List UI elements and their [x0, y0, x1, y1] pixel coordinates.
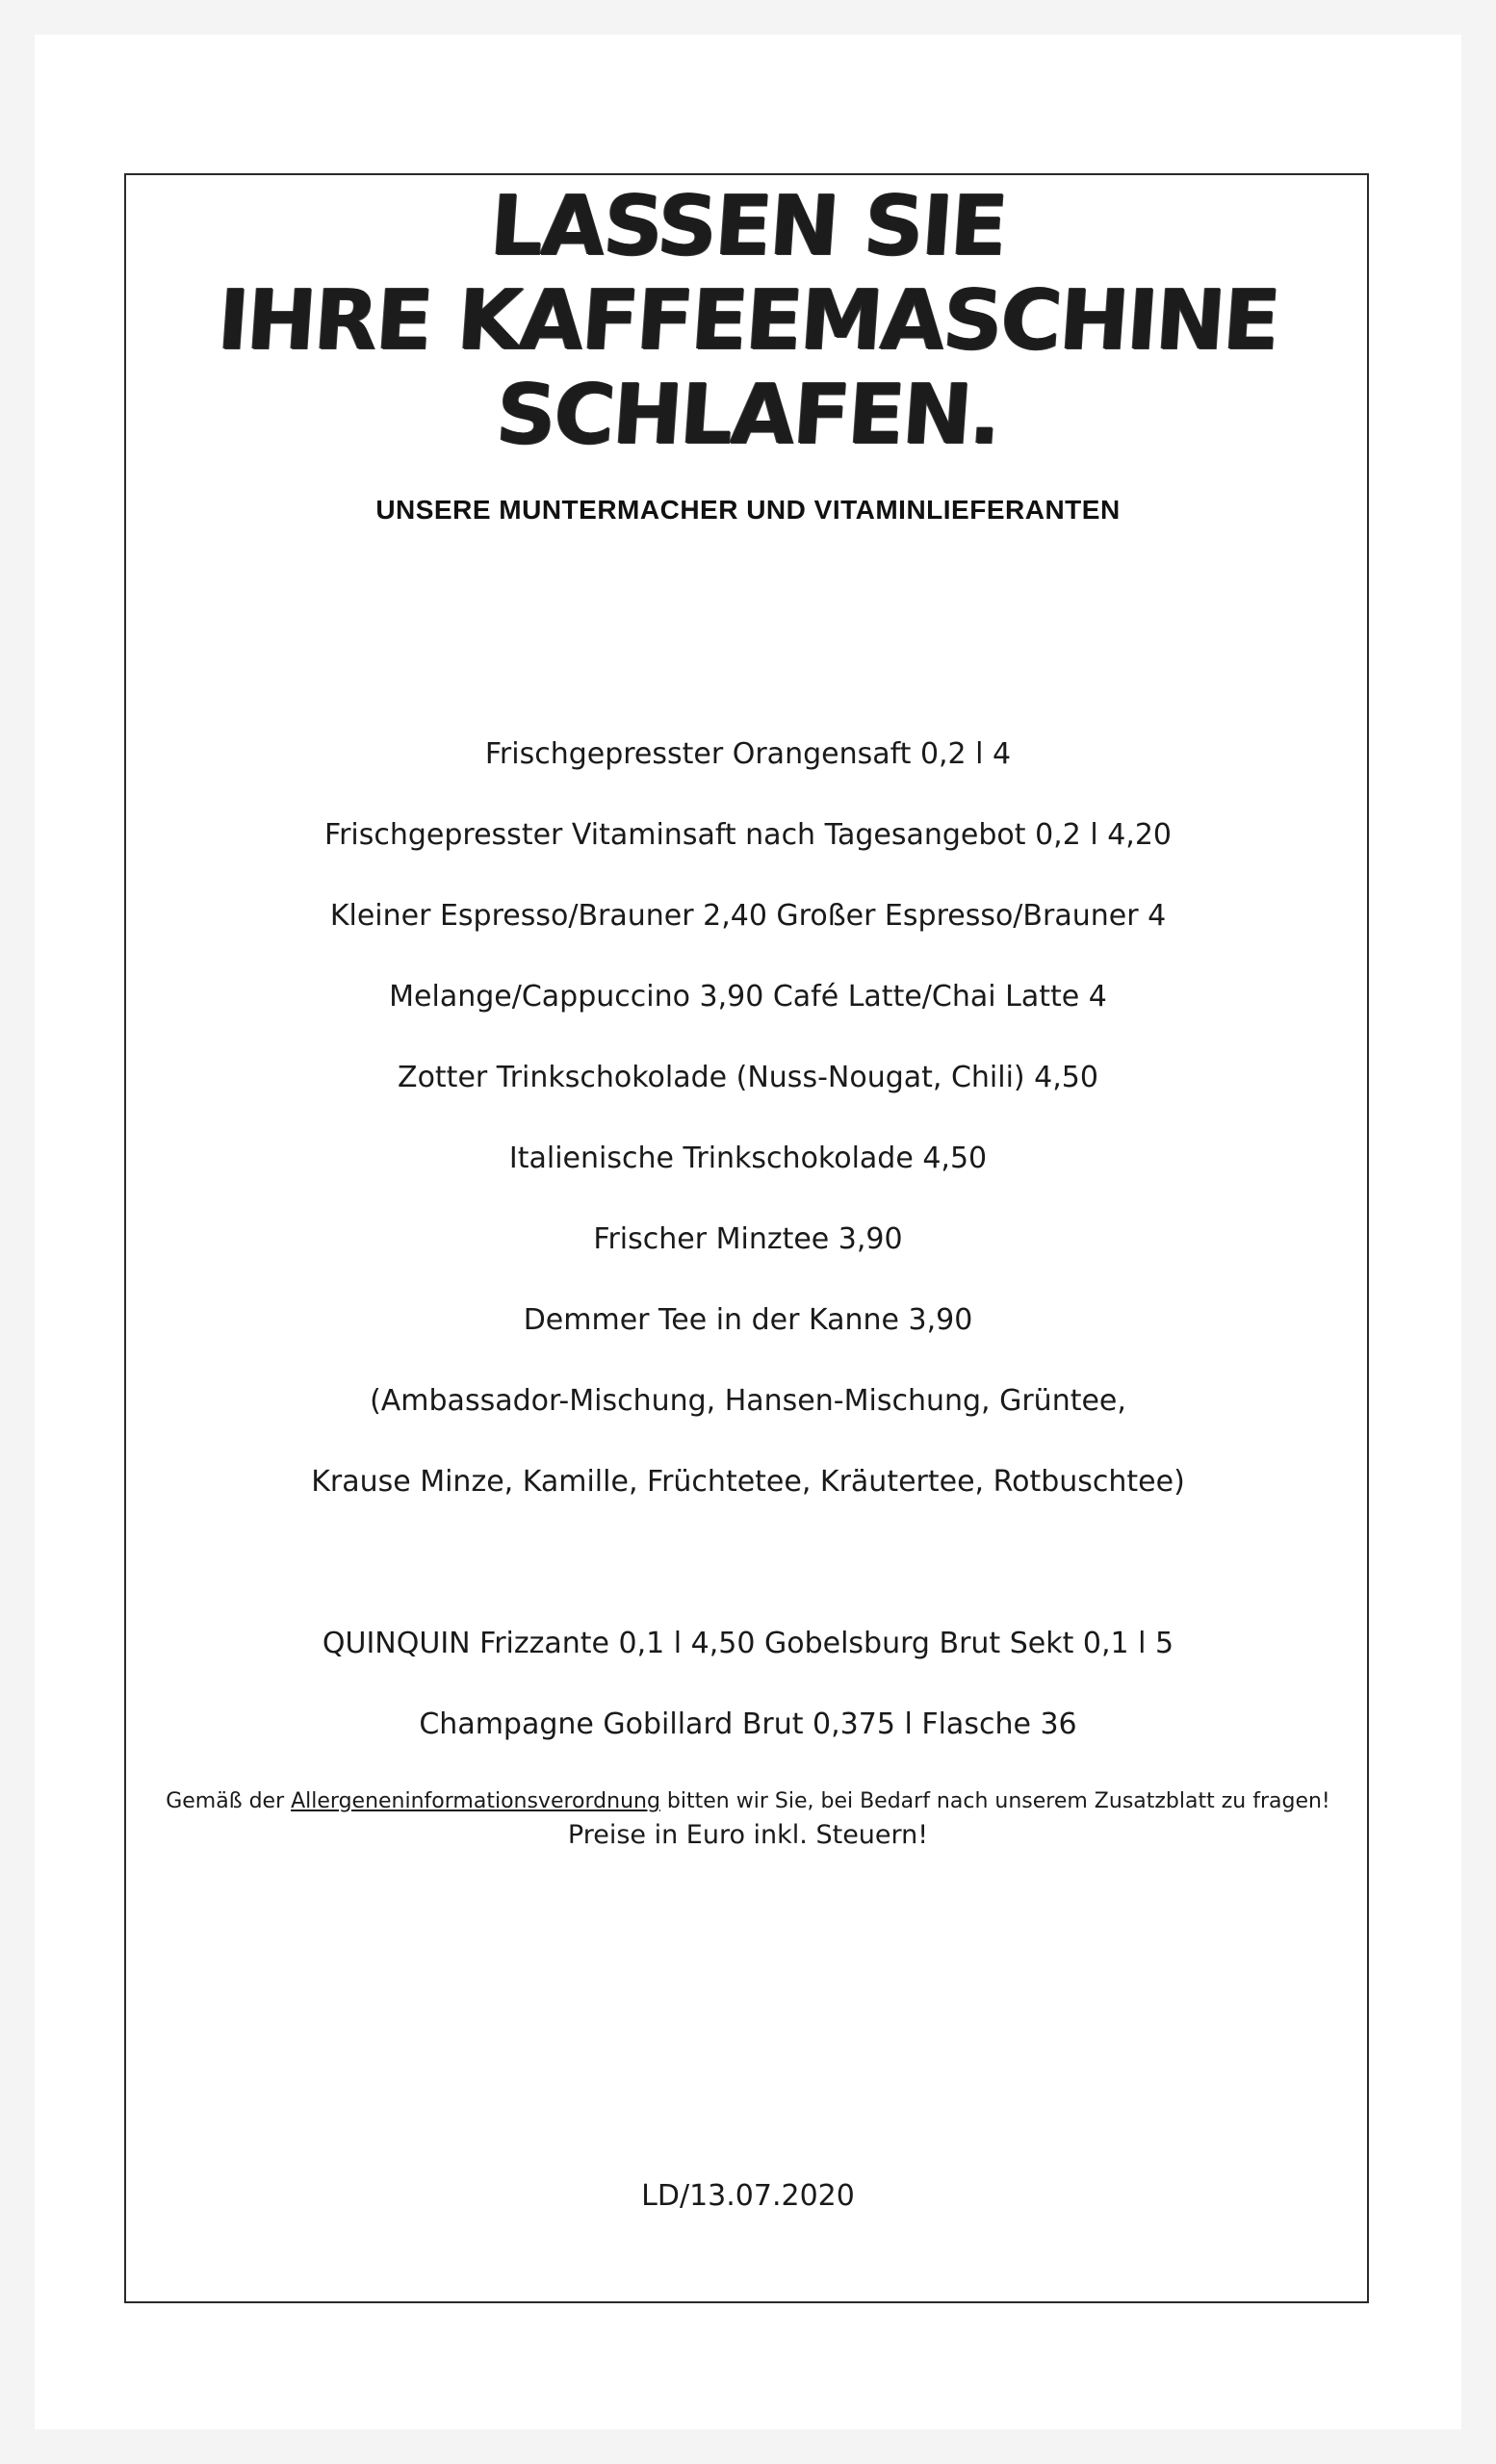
headline-line-1: LASSEN SIE [487, 178, 1009, 274]
tea-varieties-line-2: Krause Minze, Kamille, Früchtetee, Kräutertee, Rotbuschtee) [311, 1465, 1185, 1499]
menu-item: Frischgepresster Vitaminsaft nach Tagesangebot 0,2 l 4,20 [324, 818, 1172, 852]
date-code: LD/13.07.2020 [641, 2179, 855, 2213]
allergen-notice-after: bitten wir Sie, bei Bedarf nach unserem Zusatzblatt zu fragen! [659, 1789, 1330, 1813]
menu-item: Champagne Gobillard Brut 0,375 l Flasche 36 [419, 1707, 1077, 1741]
allergen-regulation-link[interactable]: Allergeneninformationsverordnung [291, 1789, 660, 1813]
prices-note: Preise in Euro inkl. Steuern! [567, 1820, 929, 1850]
headline-line-3: SCHLAFEN. [493, 367, 1003, 463]
menu-item: Frischgepresster Orangensaft 0,2 l 4 [484, 737, 1012, 771]
allergen-notice [0, 1789, 1496, 1813]
menu-item: Zotter Trinkschokolade (Nuss-Nougat, Chili) 4,50 [398, 1061, 1098, 1094]
allergen-notice-before: Gemäß der [166, 1789, 292, 1813]
menu-item: Kleiner Espresso/Brauner 2,40 Großer Espresso/Brauner 4 [329, 899, 1167, 933]
tea-varieties-line-1: (Ambassador-Mischung, Hansen-Mischung, Grüntee, [370, 1384, 1126, 1418]
menu-item: Melange/Cappuccino 3,90 Café Latte/Chai Latte 4 [389, 980, 1107, 1014]
headline-line-2: IHRE KAFFEEMASCHINE [215, 272, 1281, 369]
menu-item: QUINQUIN Frizzante 0,1 l 4,50 Gobelsburg Brut Sekt 0,1 l 5 [322, 1627, 1174, 1660]
menu-item: Frischer Minztee 3,90 [593, 1222, 903, 1256]
menu-subtitle: UNSERE MUNTERMACHER UND VITAMINLIEFERANTEN [375, 495, 1121, 525]
menu-item: Italienische Trinkschokolade 4,50 [508, 1142, 988, 1175]
menu-item: Demmer Tee in der Kanne 3,90 [523, 1303, 973, 1337]
